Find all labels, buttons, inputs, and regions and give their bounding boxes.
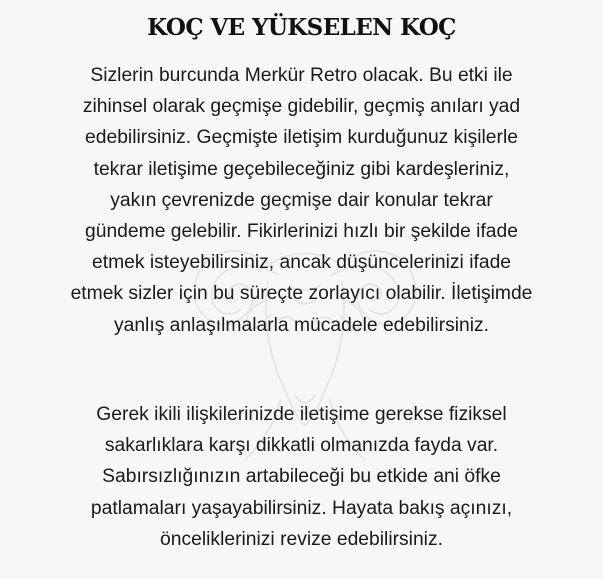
text-line: Sabırsızlığınızın artabileceği bu etkide ani öfke (102, 466, 501, 488)
text-line: etmek isteyebilirsiniz, ancak düşüncelerinizi ifade (91, 252, 512, 274)
text-line: Gerek ikili ilişkilerinizde iletişime gerekse fiziksel (96, 404, 507, 425)
paragraph-1 (0, 60, 603, 341)
text-line: gündeme gelebilir. Fikirlerinizi hızlı bir şekilde ifade (85, 221, 518, 243)
text-line: patlamaları yaşayabilirsiniz. Hayata bakış açınızı, (90, 497, 513, 519)
paragraph-2 (0, 399, 603, 555)
text-line: yanlış anlaşılmalarla mücadele edebilirsiniz. (113, 314, 490, 336)
text-line: sakarlıklara karşı dikkatli olmanızda fayda var. (104, 435, 499, 457)
text-line: tekrar iletişime geçebileceğiniz gibi kardeşleriniz, (93, 158, 510, 180)
page-title: KOÇ VE YÜKSELEN KOÇ (147, 14, 456, 41)
text-line: yakın çevrenizde geçmişe dair konular tekrar (110, 189, 493, 211)
text-line: zihinsel olarak geçmişe gidebilir, geçmiş anıları yad (82, 96, 521, 118)
text-line: edebilirsiniz. Geçmişte iletişim kurduğunuz kişilerle (85, 127, 518, 149)
text-line: Sizlerin burcunda Merkür Retro olacak. Bu etki ile (90, 65, 513, 86)
text-line: etmek sizler için bu süreçte zorlayıcı olabilir. İletişimde (70, 283, 533, 305)
text-line: önceliklerinizi revize edebilirsiniz. (160, 528, 443, 550)
